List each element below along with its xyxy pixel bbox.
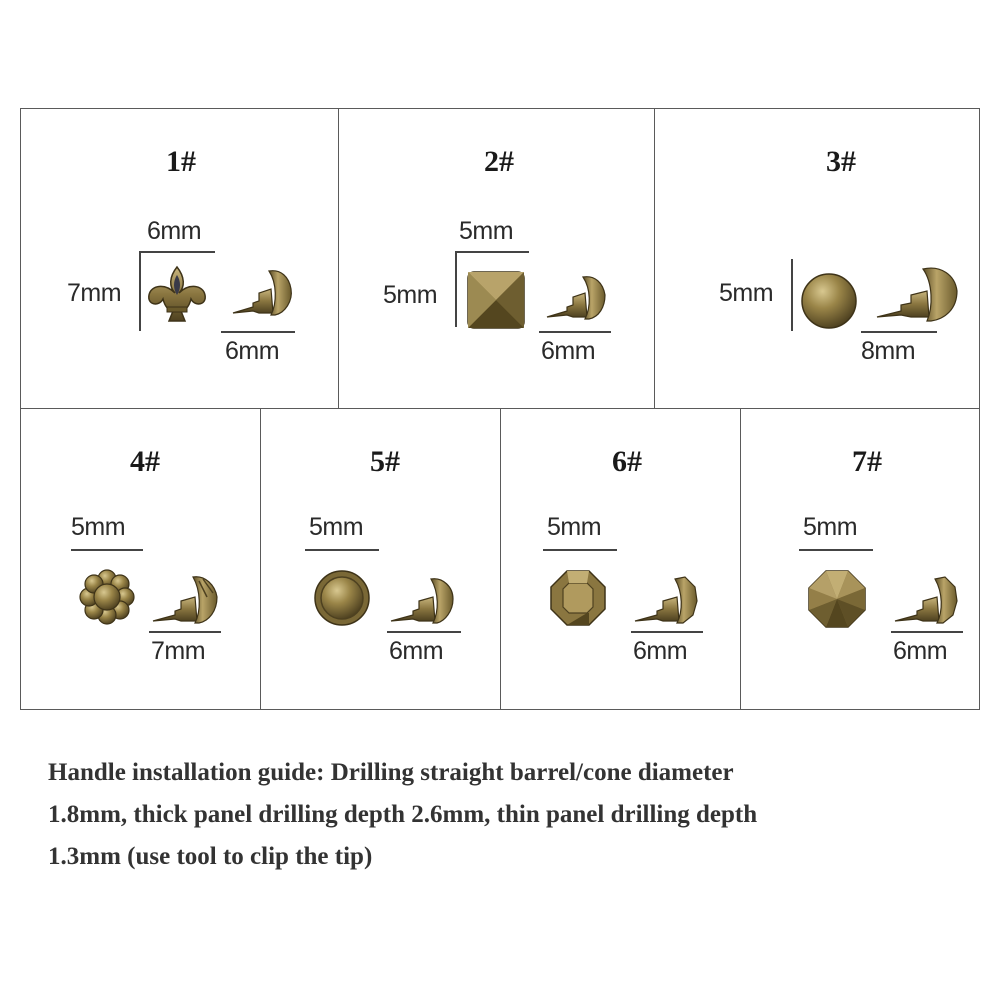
side-view-stud-icon	[229, 263, 301, 323]
top-dimension-line	[455, 251, 529, 253]
dome-head-icon	[799, 271, 859, 331]
item-cell-4	[20, 408, 262, 710]
bottom-dimension-line	[861, 331, 937, 333]
item-cell-5	[260, 408, 502, 710]
round-rim-head-icon	[313, 569, 371, 627]
guide-line-2: 1.8mm, thick panel drilling depth 2.6mm, thin panel drilling depth	[48, 801, 758, 828]
top-dimension-line	[799, 549, 873, 551]
item-cell-7	[740, 408, 980, 710]
bottom-size: 6mm	[633, 637, 688, 665]
item-number: 2#	[484, 145, 514, 178]
fleur-de-lis-head-icon	[145, 263, 209, 327]
item-cell-3	[654, 108, 980, 410]
item-number: 1#	[166, 145, 196, 178]
side-view-stud-icon	[631, 571, 707, 629]
top-size: 5mm	[803, 513, 858, 541]
side-size: 5mm	[719, 279, 774, 307]
item-number: 7#	[852, 445, 882, 478]
installation-guide	[48, 752, 978, 878]
top-size: 5mm	[71, 513, 126, 541]
octagon-faceted-head-icon	[549, 569, 607, 627]
side-view-stud-icon	[891, 571, 967, 629]
guide-line-3: 1.3mm (use tool to clip the tip)	[48, 843, 373, 870]
bottom-dimension-line	[221, 331, 295, 333]
stud-size-grid	[20, 108, 980, 710]
item-number: 6#	[612, 445, 642, 478]
top-dimension-line	[543, 549, 617, 551]
bottom-size: 7mm	[151, 637, 206, 665]
flower-head-icon	[79, 569, 135, 625]
item-number: 4#	[130, 445, 160, 478]
top-dimension-line	[305, 549, 379, 551]
side-view-dome-stud-icon	[871, 261, 961, 327]
item-cell-2	[338, 108, 656, 410]
octagon-pyramid-head-icon	[807, 569, 867, 629]
bottom-dimension-line	[539, 331, 611, 333]
bottom-size: 6mm	[225, 337, 280, 365]
item-cell-6	[500, 408, 742, 710]
square-pyramid-head-icon	[465, 269, 527, 331]
bottom-dimension-line	[149, 631, 221, 633]
side-dimension-line	[139, 251, 141, 331]
bottom-dimension-line	[387, 631, 461, 633]
top-dimension-line	[139, 251, 215, 253]
top-size: 5mm	[547, 513, 602, 541]
bottom-size: 8mm	[861, 337, 916, 365]
side-view-stud-icon	[543, 267, 615, 327]
item-cell-1	[20, 108, 340, 410]
bottom-dimension-line	[891, 631, 963, 633]
side-dimension-line	[791, 259, 793, 331]
item-number: 3#	[826, 145, 856, 178]
side-size: 5mm	[383, 281, 438, 309]
bottom-size: 6mm	[389, 637, 444, 665]
top-dimension-line	[71, 549, 143, 551]
top-size: 5mm	[459, 217, 514, 245]
side-dimension-line	[455, 251, 457, 327]
side-view-stud-icon	[149, 571, 225, 629]
top-size: 5mm	[309, 513, 364, 541]
side-size: 7mm	[67, 279, 122, 307]
bottom-dimension-line	[631, 631, 703, 633]
bottom-size: 6mm	[541, 337, 596, 365]
guide-line-1: Handle installation guide: Drilling straight barrel/cone diameter	[48, 759, 734, 786]
side-view-stud-icon	[387, 571, 463, 629]
item-number: 5#	[370, 445, 400, 478]
top-size: 6mm	[147, 217, 202, 245]
bottom-size: 6mm	[893, 637, 948, 665]
